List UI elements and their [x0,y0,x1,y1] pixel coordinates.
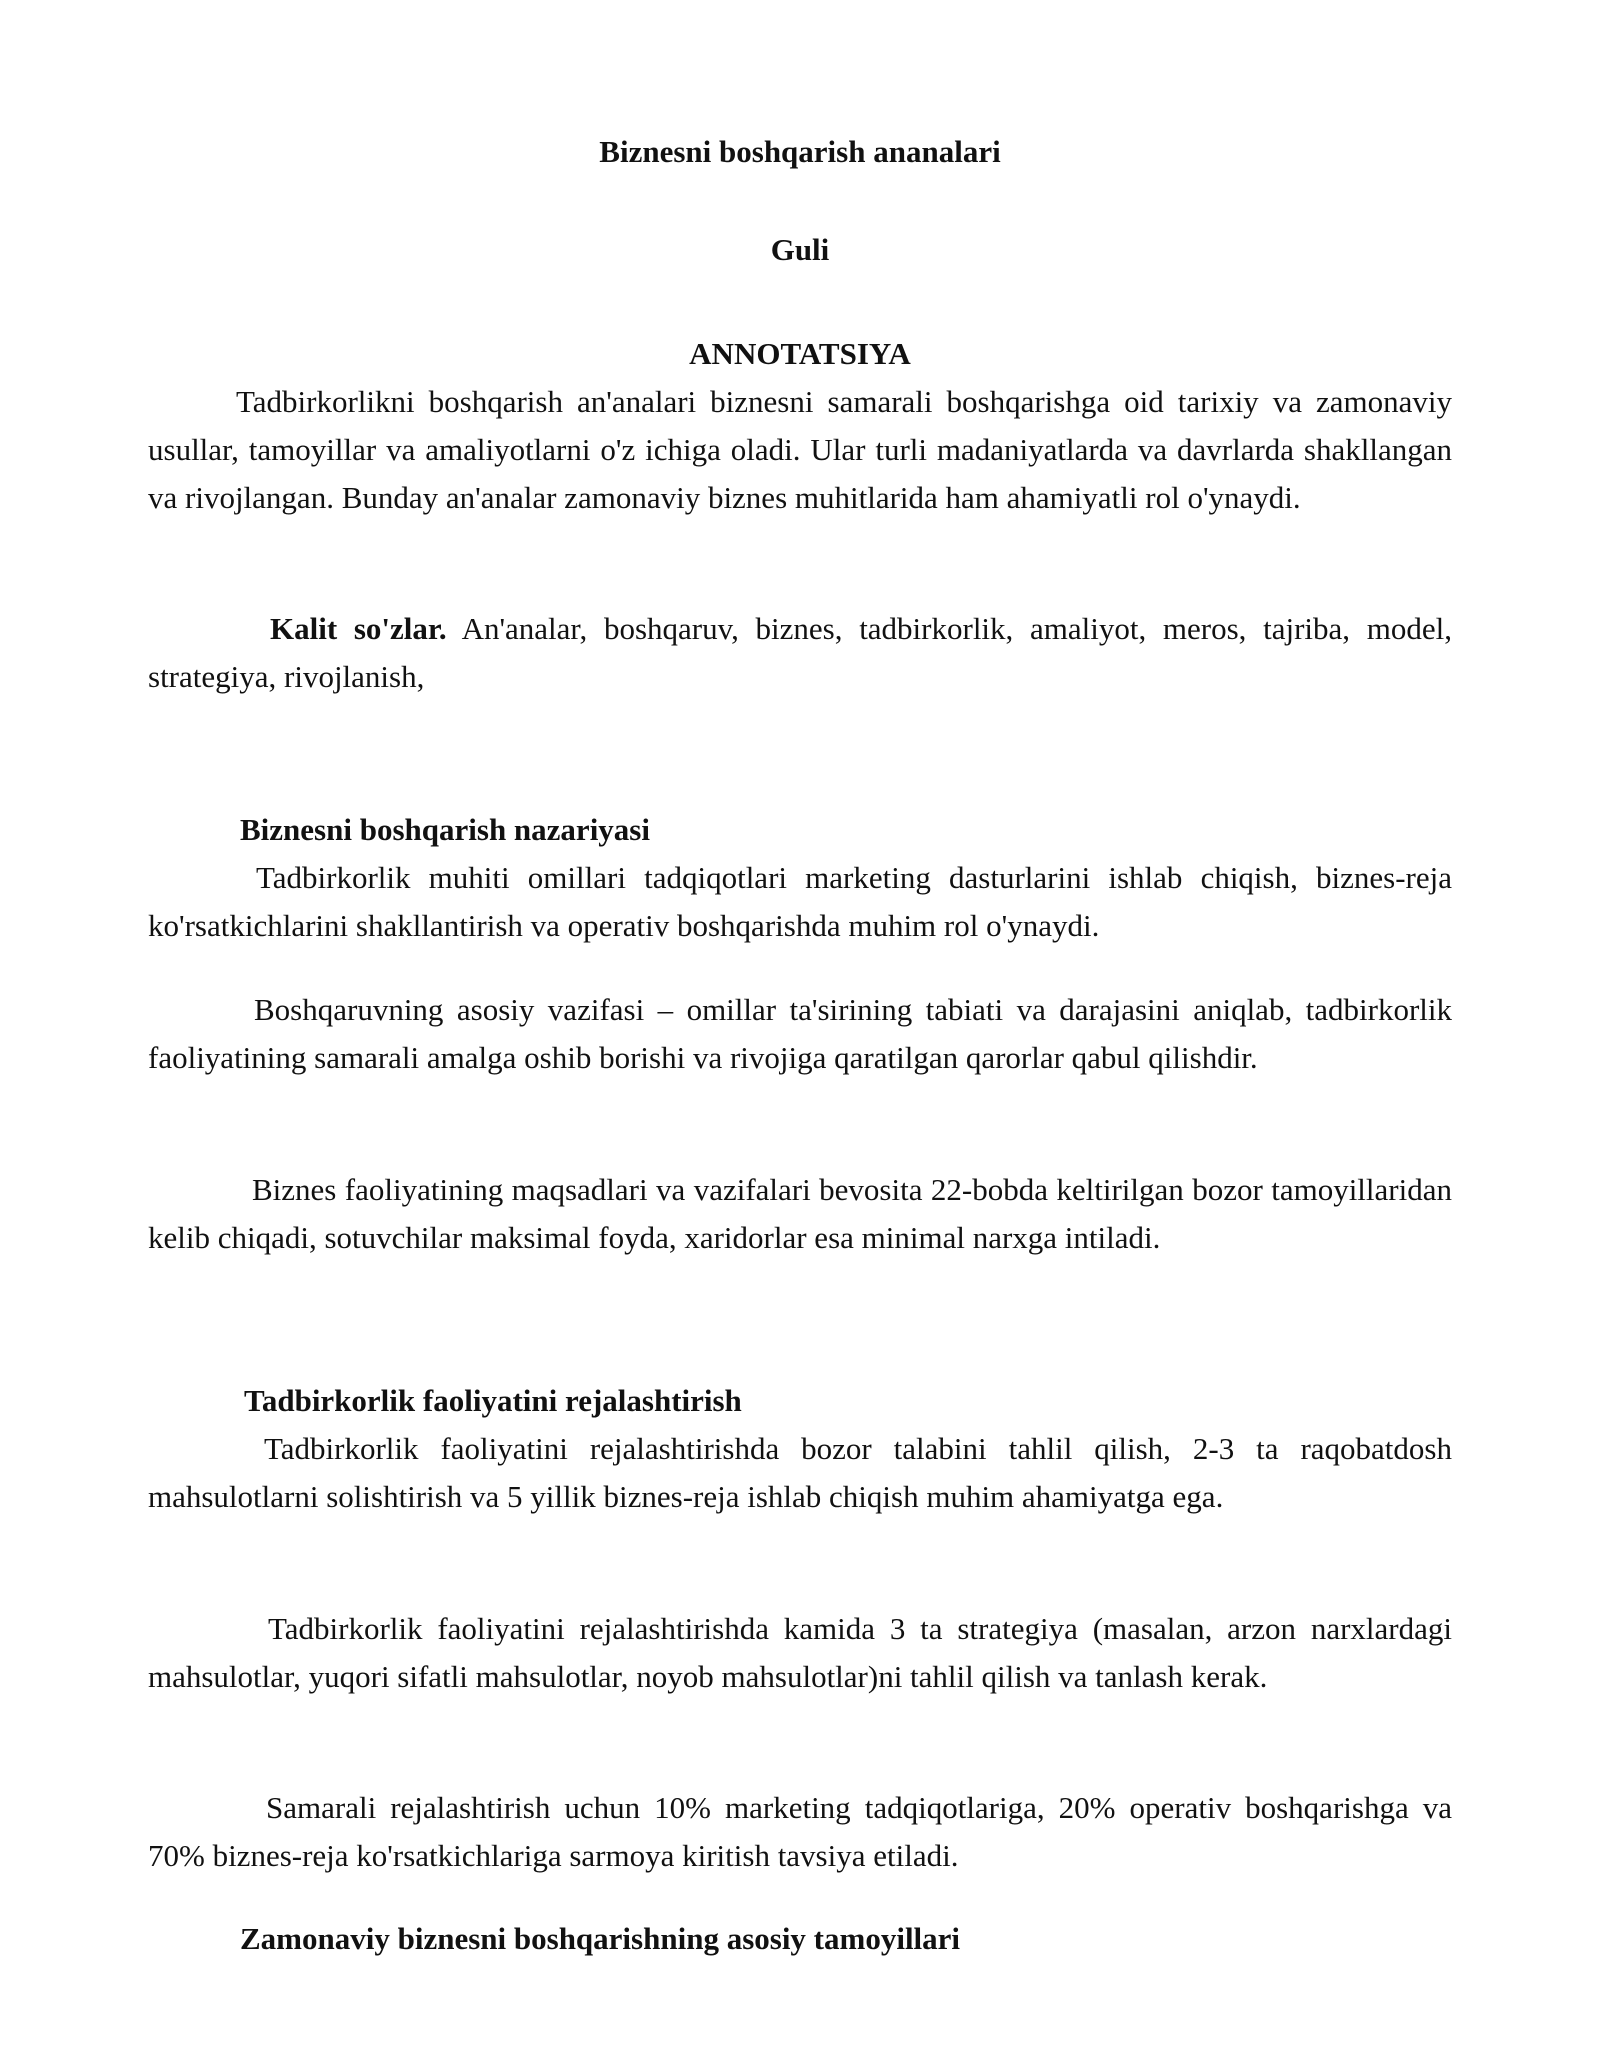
annotation-text: Tadbirkorlikni boshqarish an'analari biznesni samarali boshqarishga oid tarixiy va zamonaviy usullar, tamoyillar va amaliyotlarni o'z ichiga oladi. Ular turli madaniyatlarda va davrlarda shakllangan va rivojlangan. Bunday an'analar zamonaviy biznes muhitlarida ham ahamiyatli rol o'ynaydi. [148,384,1452,515]
keywords-paragraph [148,605,1452,701]
planning-paragraph-3: Samarali rejalashtirish uchun 10% marketing tadqiqotlariga, 20% operativ boshqarishga va 70% biznes-reja ko'rsatkichlariga sarmoya kiritish tavsiya etiladi. [148,1790,1452,1873]
theory-paragraph-1: Tadbirkorlik muhiti omillari tadqiqotlari marketing dasturlarini ishlab chiqish, biznes-reja ko'rsatkichlarini shakllantirish va operativ boshqarishda muhim rol o'ynaydi. [148,860,1452,943]
keywords-text: An'analar, boshqaruv, biznes, tadbirkorlik, amaliyot, meros, tajriba, model, strategiya, rivojlanish, [148,611,1452,694]
theory-paragraph-2: Boshqaruvning asosiy vazifasi – omillar ta'sirining tabiati va darajasini aniqlab, tadbirkorlik faoliyatining samarali amalga oshib borishi va rivojiga qaratilgan qarorlar qabul qilishdir. [148,992,1452,1075]
keywords-label: Kalit so'zlar. [270,611,447,646]
document-page [148,0,1452,2070]
section-heading-principles: Zamonaviy biznesni boshqarishning asosiy tamoyillari [240,1921,961,1956]
section-heading-planning: Tadbirkorlik faoliyatini rejalashtirish [244,1383,742,1418]
planning-paragraph-2: Tadbirkorlik faoliyatini rejalashtirishda kamida 3 ta strategiya (masalan, arzon narxlardagi mahsulotlar, yuqori sifatli mahsulotlar, noyob mahsulotlar)ni tahlil qilish va tanlash kerak. [148,1611,1452,1694]
annotation-heading: ANNOTATSIYA [689,336,911,371]
document-author: Guli [770,232,830,267]
section-heading-theory: Biznesni boshqarish nazariyasi [240,812,650,847]
document-title: Biznesni boshqarish ananalari [599,134,1001,169]
theory-paragraph-3: Biznes faoliyatining maqsadlari va vazifalari bevosita 22-bobda keltirilgan bozor tamoyillaridan kelib chiqadi, sotuvchilar maksimal foyda, xaridorlar esa minimal narxga intiladi. [148,1172,1452,1255]
planning-paragraph-1: Tadbirkorlik faoliyatini rejalashtirishda bozor talabini tahlil qilish, 2-3 ta raqobatdosh mahsulotlarni solishtirish va 5 yillik biznes-reja ishlab chiqish muhim ahamiyatga ega. [148,1431,1452,1514]
